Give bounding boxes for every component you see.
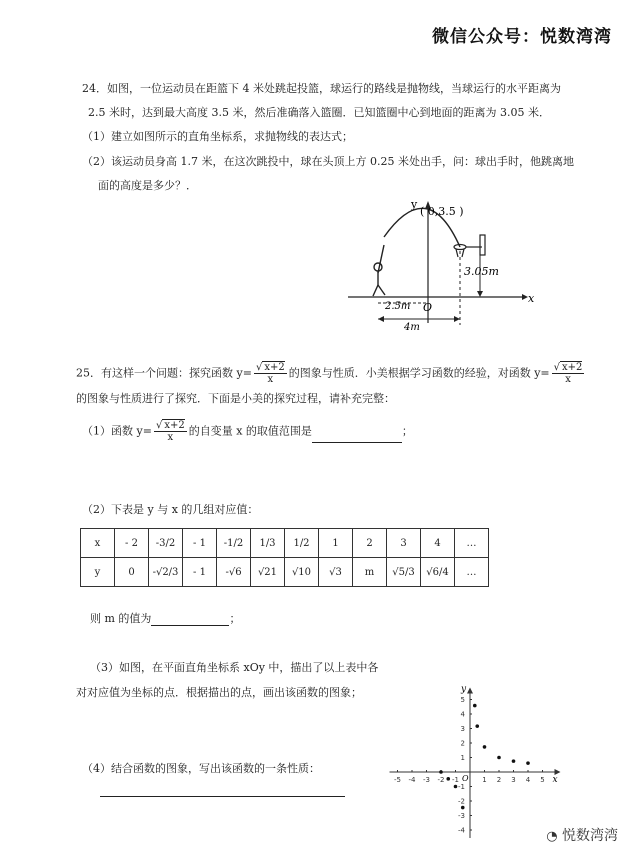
data-point	[483, 745, 487, 749]
value-table	[80, 528, 489, 587]
table-cell: √6/4	[421, 558, 455, 587]
q25-intro	[76, 362, 586, 385]
q25-part3a: （3）如图，在平面直角坐标系 xOy 中，描出了以上表中各	[90, 661, 379, 674]
q25-intro-a: 25．有这样一个问题：探究函数 y=	[76, 366, 252, 380]
table-cell: -√2/3	[149, 558, 183, 587]
data-point	[454, 785, 458, 789]
q25-intro-b: 的图象与性质．小美根据学习函数的经验，对函数 y=	[288, 366, 550, 380]
x-tick-label: 2	[496, 776, 502, 784]
data-point	[512, 759, 516, 763]
hoop-height-label: 3.05m	[464, 265, 499, 278]
y-tick-label: 5	[460, 696, 465, 704]
y-tick-label: -3	[458, 812, 465, 820]
origin-label: O	[423, 301, 433, 314]
q24-part1: （1）建立如图所示的直角坐标系，求抛物线的表达式；	[82, 130, 353, 143]
x-tick-label: -5	[394, 776, 401, 784]
table-cell: …	[455, 558, 489, 587]
q24-part2a: （2）该运动员身高 1.7 米，在这次跳投中，球在头顶上方 0.25 米处出手，问：球出手时，他跳离地	[82, 155, 574, 168]
table-cell: 1/3	[251, 529, 285, 558]
data-point	[526, 761, 530, 765]
page-header: 微信公众号：悦数湾湾	[432, 27, 612, 47]
table-cell: 1	[319, 529, 353, 558]
table-cell: √21	[251, 558, 285, 587]
y-axis-label: y	[461, 684, 467, 695]
table-cell: …	[455, 529, 489, 558]
basketball-figure	[340, 195, 540, 330]
y-tick-label: -2	[458, 797, 465, 806]
table-row-y	[81, 558, 489, 587]
table-cell: -√6	[217, 558, 251, 587]
q25-part2: （2）下表是 y 与 x 的几组对应值：	[82, 503, 259, 516]
q25-part4: （4）结合函数的图象，写出该函数的一条性质：	[82, 762, 320, 775]
x-tick-label: 3	[511, 776, 516, 784]
function-fraction-2: $\frac{√ x+2}{x}$	[553, 362, 583, 385]
table-cell: √3	[319, 558, 353, 587]
table-cell: m	[353, 558, 387, 587]
y-tick-label: -4	[458, 826, 465, 835]
x-axis-label: x	[528, 292, 535, 305]
q25-intro-line2: 的图象与性质进行了探究．下面是小美的探究过程，请补充完整：	[76, 392, 395, 405]
table-cell: - 2	[115, 529, 149, 558]
q24-line1: 24．如图，一位运动员在距篮下 4 米处跳起投篮，球运行的路线是抛物线，当球运行的水平距离为	[82, 82, 561, 95]
answer-blank-domain[interactable]	[312, 442, 402, 443]
table-cell: 0	[115, 558, 149, 587]
table-cell: 1/2	[285, 529, 319, 558]
data-point	[475, 724, 479, 728]
x-tick-label: -4	[408, 776, 416, 784]
data-point	[461, 806, 465, 810]
y-tick-label: 4	[460, 710, 465, 719]
dist-4-label: 4m	[404, 322, 420, 330]
table-cell: 4	[421, 529, 455, 558]
data-point	[439, 770, 443, 774]
table-row-x	[81, 529, 489, 558]
table-cell: - 1	[183, 558, 217, 587]
player-icon	[373, 245, 385, 296]
table-cell: -3/2	[149, 529, 183, 558]
y-axis-label: y	[411, 198, 418, 211]
function-fraction-3: $\frac{√ x+2}{x}$	[155, 420, 185, 443]
table-row-label: x	[81, 529, 115, 558]
q24-part2b: 面的高度是多少？．	[98, 179, 197, 192]
y-tick-label: 2	[460, 739, 465, 748]
table-row-label: y	[81, 558, 115, 587]
x-axis-label: x	[552, 775, 558, 785]
x-tick-label: 4	[525, 776, 531, 784]
data-point	[497, 756, 501, 760]
q25-part3b: 对对应值为坐标的点．根据描出的点，画出该函数的图象；	[76, 686, 362, 699]
y-tick-label: 3	[460, 725, 465, 733]
function-fraction-1: $\frac{√ x+2}{x}$	[255, 362, 285, 385]
vertex-label: ( 0,3.5 )	[420, 205, 464, 218]
y-tick-label: -1	[458, 783, 465, 791]
dist-25-label: 2.5m	[385, 301, 411, 312]
x-tick-label: -3	[423, 776, 430, 784]
table-cell: 3	[387, 529, 421, 558]
table-cell: √10	[285, 558, 319, 587]
y-axis-arrow	[467, 688, 473, 694]
q25-part1: （1）函数 y= $\frac{√ x+2}{x}$ 的自变量 x 的取值范围是 ；	[82, 420, 413, 443]
watermark-logo: ◔ 悦数湾湾	[546, 828, 618, 844]
table-cell: √5/3	[387, 558, 421, 587]
y-tick-label: 1	[460, 754, 465, 762]
x-tick-label: -2	[437, 776, 445, 784]
origin-label: O	[462, 774, 469, 783]
table-cell: -1/2	[217, 529, 251, 558]
answer-blank-m[interactable]	[151, 625, 229, 626]
x-tick-label: 1	[482, 776, 487, 784]
x-tick-label: -1	[452, 776, 459, 784]
x-tick-label: 5	[540, 776, 545, 784]
table-cell: 2	[353, 529, 387, 558]
q25-m-line: 则 m 的值为 ；	[90, 612, 241, 625]
q24-line2: 2.5 米时，达到最大高度 3.5 米，然后准确落入篮圈．已知篮圈中心到地面的距离为 3.05 米．	[88, 106, 550, 119]
table-cell: - 1	[183, 529, 217, 558]
wechat-icon: ◔	[546, 829, 558, 844]
data-point	[473, 704, 477, 708]
answer-blank-property[interactable]	[100, 780, 345, 797]
data-point	[446, 777, 450, 781]
